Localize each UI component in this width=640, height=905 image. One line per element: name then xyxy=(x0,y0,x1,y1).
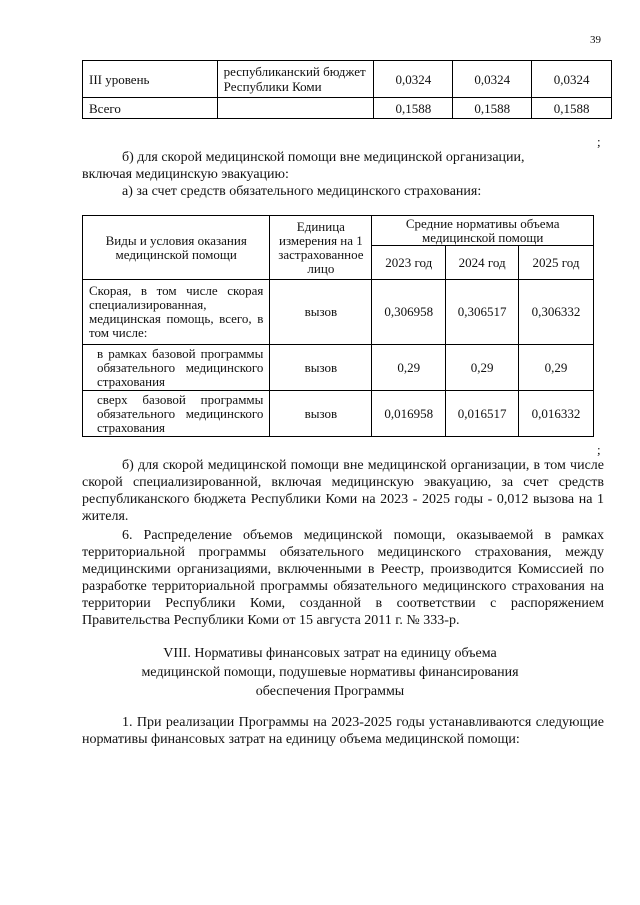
table-ambulance-norms xyxy=(82,215,594,437)
table-cell-type: Скорая, в том числе скорая специализированная, медицинская помощь, всего, в том числе: xyxy=(83,280,270,345)
semicolon: ; xyxy=(597,134,601,149)
semicolon: ; xyxy=(597,442,601,457)
table-row xyxy=(83,345,594,391)
section-heading: обеспечения Программы xyxy=(255,684,405,699)
table-cell-2025: 0,29 xyxy=(519,345,594,391)
table-row xyxy=(83,61,612,98)
header-unit: Единица измерения на 1 застрахованное лицо xyxy=(270,216,372,280)
paragraph: б) для скорой медицинской помощи вне медицинской организации, в том числе скорой специализированной, включая медицинскую эвакуацию, за счет средств республиканского бюджета Республики Коми на 2023 - 2025 годы - 0,012 вызова на 1 жителя. xyxy=(82,458,604,524)
table-row xyxy=(83,391,594,437)
table-cell-source: республиканский бюджет Республики Коми xyxy=(217,61,374,98)
paragraph: а) за счет средств обязательного медицинского страхования: xyxy=(122,184,482,199)
table-cell-2024: 0,29 xyxy=(446,345,519,391)
paragraph: 6. Распределение объемов медицинской помощи, оказываемой в рамках территориальной программы обязательного медицинского страхования, между медицинскими организациями, включенными в Реестр, производится Комиссией по разработке территориальной программы обязательного медицинского страхования на территории Республики Коми, созданной в соответствии с распоряжением Правительства Республики Коми от 15 августа 2011 г. № 333-р. xyxy=(82,528,604,628)
table-cell-level: III уровень xyxy=(83,61,218,98)
table-cell-2025: 0,016332 xyxy=(519,391,594,437)
table-cell-2023: 0,1588 xyxy=(374,98,453,119)
table-cell-2023: 0,0324 xyxy=(374,61,453,98)
table-cell-unit: вызов xyxy=(270,280,372,345)
section-heading: медицинской помощи, подушевые нормативы финансирования xyxy=(141,665,519,680)
paragraph: б) для скорой медицинской помощи вне медицинской организации, xyxy=(122,150,525,165)
header-group: Средние нормативы объема медицинской помощи xyxy=(372,216,594,246)
header-2024: 2024 год xyxy=(446,246,519,280)
table-cell-unit: вызов xyxy=(270,345,372,391)
header-types: Виды и условия оказания медицинской помощи xyxy=(83,216,270,280)
table-cell-2024: 0,0324 xyxy=(453,61,532,98)
table-cell-type: в рамках базовой программы обязательного медицинского страхования xyxy=(83,345,270,391)
table-cell-2023: 0,306958 xyxy=(372,280,446,345)
table-cell-2023: 0,016958 xyxy=(372,391,446,437)
header-2025: 2025 год xyxy=(519,246,594,280)
table-cell-unit: вызов xyxy=(270,391,372,437)
table-cell-2024: 0,1588 xyxy=(453,98,532,119)
section-heading: VIII. Нормативы финансовых затрат на единицу объема xyxy=(163,646,497,661)
table-cell-2024: 0,016517 xyxy=(446,391,519,437)
table-row xyxy=(83,280,594,345)
table-header-row xyxy=(83,216,594,246)
header-2023: 2023 год xyxy=(372,246,446,280)
paragraph: 1. При реализации Программы на 2023-2025 годы устанавливаются следующие нормативы финансовых затрат на единицу объема медицинской помощи: xyxy=(82,715,604,747)
table-cell-2023: 0,29 xyxy=(372,345,446,391)
paragraph: включая медицинскую эвакуацию: xyxy=(82,167,289,182)
page-number: 39 xyxy=(590,34,601,46)
table-cell-type: сверх базовой программы обязательного медицинского страхования xyxy=(83,391,270,437)
table-row xyxy=(83,98,612,119)
table-norms-level xyxy=(82,60,612,119)
table-cell-2025: 0,0324 xyxy=(532,61,612,98)
table-cell-level: Всего xyxy=(83,98,218,119)
table-cell-source xyxy=(217,98,374,119)
table-cell-2025: 0,1588 xyxy=(532,98,612,119)
table-cell-2025: 0,306332 xyxy=(519,280,594,345)
table-cell-2024: 0,306517 xyxy=(446,280,519,345)
